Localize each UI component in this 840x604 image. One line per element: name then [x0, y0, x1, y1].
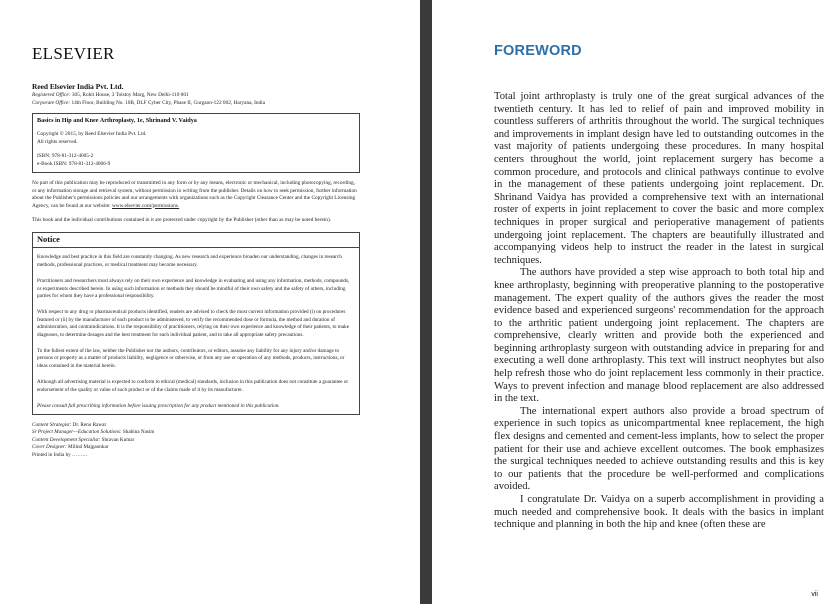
- notice-paragraph: Knowledge and best practice in this field are constantly changing. As new research and experience broaden our understanding, changes in research methods, professional practices, or medical treatment may become necessary.: [37, 254, 342, 268]
- credit-line: Content Strategist: Dr. Renu Rawat: [32, 421, 106, 428]
- printed-line: Printed in India by ………: [32, 451, 88, 458]
- permissions-link[interactable]: www.elsevier.com/permissions.: [111, 202, 180, 209]
- credit-line: Content Development Specialist: Shravan Kumar: [32, 436, 135, 443]
- ebook-isbn-line: e-Book ISBN: 978-81-312-4006-9: [37, 160, 111, 167]
- publisher-logo: ELSEVIER: [32, 44, 115, 63]
- credits: [32, 422, 360, 460]
- page-number: vii: [811, 591, 818, 598]
- rights-line: All rights reserved.: [37, 138, 78, 145]
- book-title: Basics in Hip and Knee Arthroplasty, 1e, Shrinand V. Vaidya: [37, 117, 197, 124]
- notice-paragraph: To the fullest extent of the law, neither the Publisher nor the authors, contributors, or editors, assume any liability for any injury and/or damage to persons or property as a matter of products liability, negligence or otherwise, or from any use or operation of any methods, products, instructions, or ideas contained in the material herein.: [37, 348, 345, 369]
- foreword-paragraph: The authors have provided a step wise approach to both total hip and knee arthroplasty, beginning with preoperative planning to the postoperative management. The expert quality of the authors gives the reader the most evidence based and experienced surgeons' recommendation for the approach to the arthritic patient undergoing joint replacement. The chapters are comprehensive, clearly written and provide both the experienced and beginning arthroplasty surgeon with outstanding advice in preparing for and executing a well done arthroplasty. This text will instruct neophytes but also help refresh those who do joint replacement less commonly in their practice. Ways to prevent infection and manage blood replacement are also addressed in the text.: [494, 267, 824, 405]
- foreword-paragraph: Total joint arthroplasty is truly one of the great surgical advances of the twentieth century. It has led to relief of pain and improved mobility in countless sufferers of arthritis throughout the world. The surgical techniques and improvements in implant design have led to outstanding outcomes in the vast majority of patients undergoing these procedures. In many hospital centers throughout the world, joint replacement surgery has become a common procedure, and protocols and clinical pathways continue to evolve in the management of these patients undergoing joint replacement. Dr. Shrinand Vaidya has provided a comprehensive text with an international roster of experts in joint replacement to cover the basic and more complex techniques in proper surgical and perioperative management of patients undergoing joint replacement. The chapters are beautifully illustrated and accompanying videos help to instruct the reader in the latest in surgical techniques.: [494, 91, 824, 266]
- credit-line: Cover Designer: Milind Majgaonkar: [32, 444, 109, 451]
- notice-paragraph: With respect to any drug or pharmaceutical products identified, readers are advised to check the most current information provided (i) on procedures featured or (ii) by the manufacturer of each product to be administered, to verify the recommended dose or formula, the method and duration of administration, and contraindications. It is the responsibility of practitioners, relying on their own experience and knowledge of their patients, to make diagnoses, to determine dosages and the best treatment for each individual patient, and to take all appropriate safety precautions.: [37, 309, 350, 338]
- publisher-name: Reed Elsevier India Pvt. Ltd.: [32, 82, 124, 91]
- notice-paragraph: Although all advertising material is expected to conform to ethical (medical) standards, inclusion in this publication does not constitute a guarantee or endorsement of the quality or value of such product or of the claims made of it by its manufacturer.: [37, 379, 349, 393]
- copyright-line: Copyright © 2015, by Reed Elsevier India Pvt. Ltd.: [37, 131, 147, 137]
- credit-line: Sr Project Manager—Education Solutions: Shabina Nasim: [32, 429, 155, 436]
- isbn-line: ISBN: 978-81-312-4005-2: [37, 153, 94, 160]
- notice-box: [32, 232, 360, 414]
- page-title: FOREWORD: [494, 43, 582, 59]
- prescribing-note: Please consult full prescribing information before issuing prescription for any product mentioned in this publication.: [37, 403, 280, 410]
- notice-paragraph: Practitioners and researchers must always rely on their own experience and knowledge in evaluating and using any information, methods, compounds, or experiments described herein. In using such information or methods they should be mindful of their own safety and the safety of others, including parties for whom they have a professional responsibility.: [37, 278, 350, 300]
- foreword-body: [494, 91, 824, 532]
- foreword-page: [432, 0, 840, 604]
- foreword-paragraph: The international expert authors also provide a broad spectrum of experience in such topics as unicompartmental knee replacement, the high flex designs and cemented and cement-less implants, how to select the proper patient for their use and achieve excellent outcomes. The book emphasizes the surgical techniques needed to achieve outstanding results and this is key to our patients that the procedure be well-performed and complications avoided.: [494, 405, 824, 493]
- registered-office: Registered Office: 305, Rohit House, 3 Tolstoy Marg, New Delhi-110 001: [32, 92, 189, 98]
- permissions-paragraph: No part of this publication may be reproduced or transmitted in any form or by any means, electronic or mechanical, including photocopying, recording, or any information storage and retrieval system, without permission in writing from the publisher. Details on how to seek permission, further information about the Publisher's permissions policies and our arrangements with organizations such as the Copyright Clearance Center and the Copyright Licensing Agency, can be found at our website: www.elsevier.com/permissions.: [32, 180, 357, 209]
- page-divider: [420, 0, 432, 604]
- foreword-paragraph: I congratulate Dr. Vaidya on a superb accomplishment in providing a much needed and comprehensive book. It deals with the basics in implant technique and planning in both the hip and knee (often these are: [494, 494, 824, 531]
- protection-paragraph: This book and the individual contributions contained in it are protected under copyright by the Publisher (other than as may be noted herein).: [32, 217, 332, 223]
- corporate-office: Corporate Office: 14th Floor, Building No. 10B, DLF Cyber City, Phase II, Gurgaon-122 002, Haryana, India: [32, 100, 265, 106]
- notice-title: Notice: [33, 235, 359, 248]
- book-info-box: [32, 113, 360, 173]
